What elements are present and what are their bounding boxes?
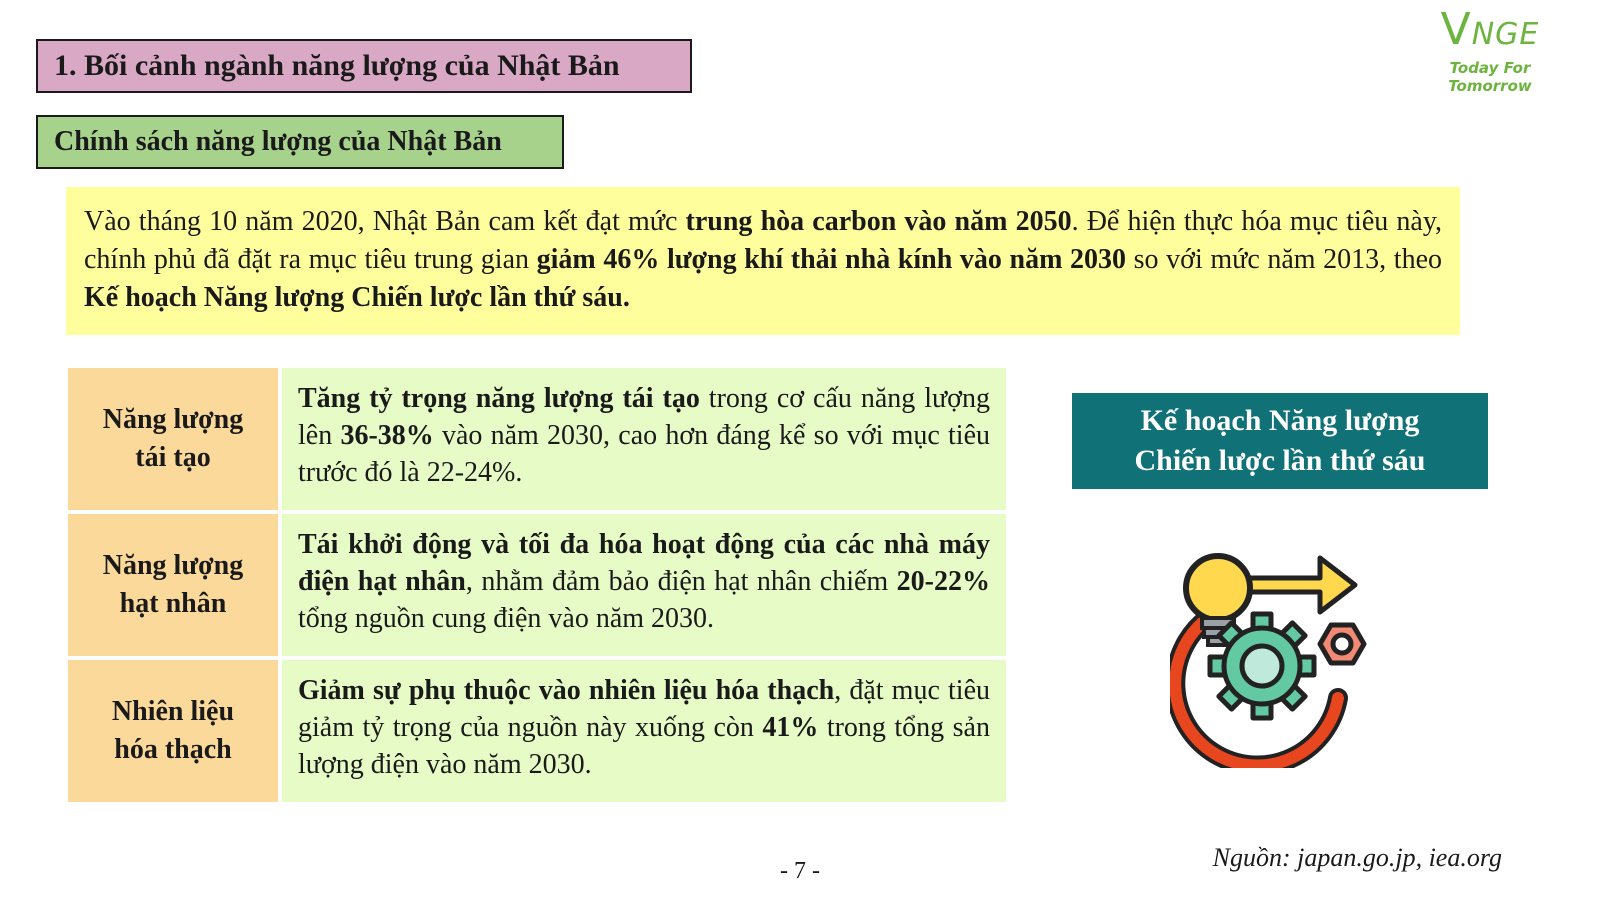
intro-highlight: trung hòa carbon vào năm 2050 [685,206,1072,237]
policy-description [282,660,1006,802]
intro-text: . Để hiện thực hóa mục tiêu này, chính phủ đã đặt ra mục tiêu trung gian [84,206,1442,275]
logo-mark: VNGE [1440,4,1540,55]
policy-table [68,368,1006,806]
policy-text: vào năm 2030, cao hơn đáng kể so với mục tiêu trước đó là 22-24%. [298,420,990,488]
policy-text: , đặt mục tiêu giảm tỷ trọng của nguồn này xuống còn [298,675,990,743]
section-title: 1. Bối cảnh ngành năng lượng của Nhật Bản [36,39,692,93]
policy-highlight: Tái khởi động và tối đa hóa hoạt động của các nhà máy điện hạt nhân [298,529,990,597]
policy-highlight: 36-38% [340,420,434,451]
policy-highlight: Giảm sự phụ thuộc vào nhiên liệu hóa thạch [298,675,835,706]
lightbulb-gear-arrow-icon [1170,548,1390,768]
policy-category [68,368,278,510]
vnge-logo [1410,4,1570,95]
policy-description [282,514,1006,656]
policy-highlight: 20-22% [896,566,990,597]
page-number: - 7 - [780,858,820,884]
policy-highlight: Tăng tỷ trọng năng lượng tái tạo [298,383,700,414]
policy-highlight: 41% [762,712,819,743]
intro-highlight: Kế hoạch Năng lượng Chiến lược lần thứ sáu. [84,282,630,313]
source-note: Nguồn: japan.go.jp, iea.org [1212,843,1502,872]
plan-label-line: Chiến lược lần thứ sáu [1134,444,1426,477]
policy-text: tổng nguồn cung điện vào năm 2030. [298,603,715,634]
policy-category-line: Nhiên liệu [111,696,235,727]
intro-highlight: giảm 46% lượng khí thải nhà kính vào năm 2030 [536,244,1127,275]
policy-category [68,514,278,656]
policy-category-label [103,401,243,477]
intro-text: Vào tháng 10 năm 2020, Nhật Bản cam kết đạt mức [84,206,686,237]
policy-category [68,660,278,802]
policy-category-label [103,547,243,623]
policy-description [282,368,1006,510]
plan-label [1072,393,1488,489]
policy-category-line: tái tạo [135,442,211,473]
policy-category-label [112,693,234,769]
subsection-title: Chính sách năng lượng của Nhật Bản [36,115,564,169]
policy-category-line: hóa thạch [114,734,232,765]
policy-text: trong cơ cấu năng lượng lên [298,383,990,451]
policy-text: trong tổng sản lượng điện vào năm 2030. [298,712,990,780]
policy-row [68,514,1006,656]
policy-text: , nhằm đảm bảo điện hạt nhân chiếm [465,566,897,597]
plan-label-line: Kế hoạch Năng lượng [1140,404,1420,437]
policy-category-line: hạt nhân [119,588,227,619]
policy-row [68,368,1006,510]
intro-summary-box [66,187,1460,335]
logo-tagline: Today For Tomorrow [1448,59,1532,95]
policy-row [68,660,1006,802]
policy-category-line: Năng lượng [102,404,244,435]
policy-category-line: Năng lượng [102,550,244,581]
intro-text: so với mức năm 2013, theo [1126,244,1443,275]
